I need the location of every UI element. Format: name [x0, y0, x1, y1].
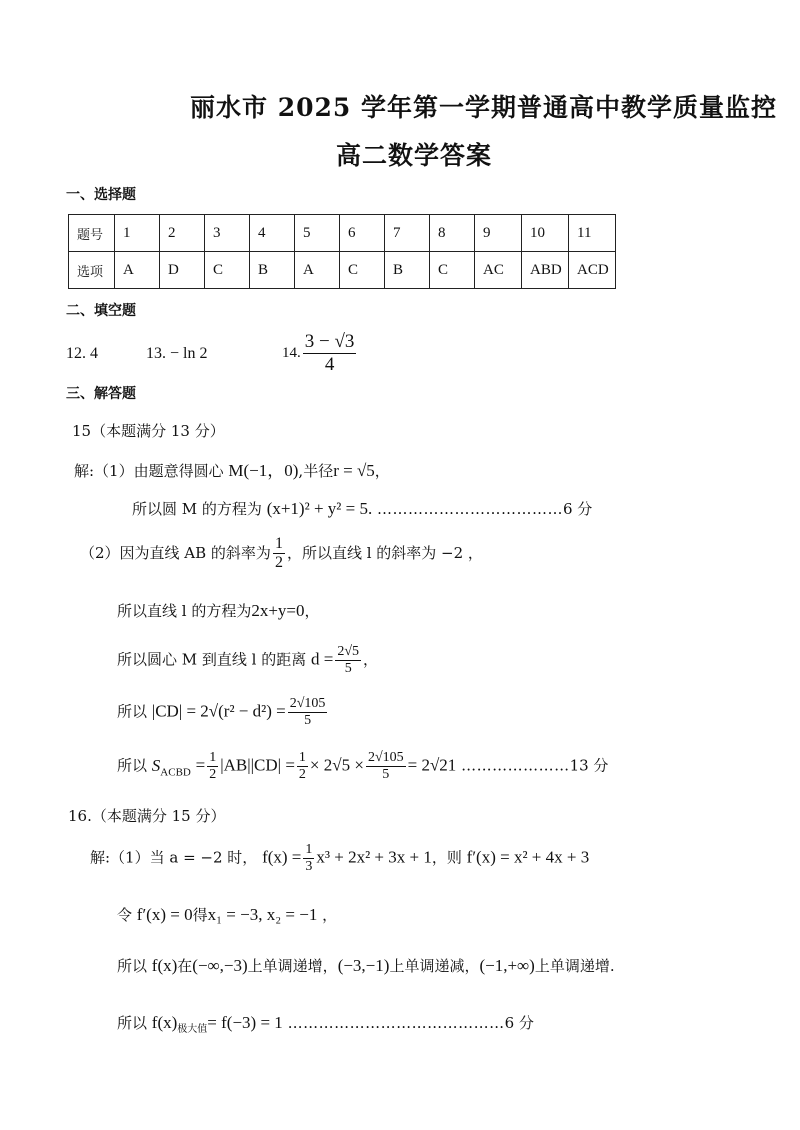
table-cell: 10	[522, 215, 569, 252]
q16-line1-text2: ，则	[431, 848, 462, 867]
q15-line1-math: M(−1，0)	[228, 461, 299, 480]
q15-line3-text2: ，所以直线 l 的斜率为 −2 ，	[286, 543, 483, 562]
table-cell: 2	[160, 215, 205, 252]
answer-table	[68, 214, 616, 289]
table-cell: C	[430, 252, 475, 289]
q15-line7-frac2	[297, 750, 308, 783]
table-cell: 11	[569, 215, 616, 252]
q16-line4	[117, 1012, 534, 1035]
q15-line1-math2: r = √5	[333, 461, 375, 480]
q15-line5-den: 5	[344, 661, 352, 677]
q16-line4-text: 所以	[117, 1014, 148, 1032]
q16-line1-math-b: x³ + 2x² + 3x + 1	[316, 847, 432, 867]
answer-q13: 13. − ln 2	[146, 345, 208, 362]
q15-line4-end: ，	[304, 602, 320, 620]
table-cell: B	[385, 252, 430, 289]
q15-line3	[80, 535, 483, 573]
q16-line4-score: 6 分	[504, 1014, 534, 1032]
q16-line3-math: f(x)	[151, 956, 178, 975]
q15-line7-result: = 2√21	[407, 755, 457, 775]
q15-line7-f3-num: 2√105	[366, 750, 406, 767]
section-fill-label: 二、填空题	[66, 303, 136, 319]
q15-line6	[117, 696, 329, 729]
q15-line1	[74, 456, 390, 481]
q15-line7-f1-den: 2	[209, 767, 217, 783]
q15-header: 15（本题满分 13 分）	[72, 422, 225, 440]
q16-line4-dots: ……………………………………	[287, 1014, 505, 1032]
q15-line7-area-symbol	[151, 755, 191, 778]
q15-line7-sub: ACBD	[160, 765, 191, 778]
q15-line4-math: 2x+y=0	[251, 601, 305, 620]
page-title: 丽水市 2025 学年第一学期普通高中教学质量监控	[190, 93, 777, 122]
q15-line1-text: 解:（1）由题意得圆心	[74, 462, 224, 480]
q15-line7	[117, 750, 608, 783]
q15-line4	[117, 600, 320, 621]
table-header-cell: 题号	[69, 215, 115, 252]
q16-line3-interval3: (−1,+∞)	[479, 956, 535, 975]
q15-line5-math: d =	[311, 649, 334, 669]
q15-line3-text: （2）因为直线 AB 的斜率为	[80, 543, 271, 562]
q16-line1-num: 1	[303, 842, 314, 859]
table-cell: D	[160, 252, 205, 289]
table-cell: 6	[340, 215, 385, 252]
table-cell: 8	[430, 215, 475, 252]
table-cell: C	[205, 252, 250, 289]
q15-line1-text2: ,半径	[298, 462, 334, 480]
q15-line7-f3-den: 5	[382, 767, 390, 783]
answer-q12: 12. 4	[66, 345, 98, 362]
table-cell: C	[340, 252, 385, 289]
q16-line1-fraction	[303, 842, 314, 875]
table-cell: 3	[205, 215, 250, 252]
q15-line6-den: 5	[304, 713, 312, 729]
table-cell: ACD	[569, 252, 616, 289]
q16-line3-text5: 上单调递增.	[534, 957, 615, 975]
q15-line7-frac3	[366, 750, 406, 783]
q16-line3-interval2: (−3,−1)	[337, 956, 390, 975]
q16-line2-text2: 得	[192, 906, 208, 924]
q16-line4-math: f(x)	[151, 1013, 178, 1032]
q16-line3-text3: 上单调递增，	[247, 957, 338, 975]
q16-line4-sub: 极大值	[177, 1024, 208, 1035]
table-cell: B	[250, 252, 295, 289]
q16-line1	[90, 842, 589, 875]
q15-line4-text: 所以直线 l 的方程为	[117, 602, 252, 620]
q15-line5-fraction	[335, 644, 361, 677]
q15-line7-dots: …………………	[461, 756, 570, 775]
q16-line1-text: 解:（1）当 a = −2 时，	[90, 848, 258, 867]
q15-line7-text: 所以	[117, 756, 148, 775]
q16-line2-end: ，	[322, 906, 338, 924]
table-cell: ABD	[522, 252, 569, 289]
q15-line7-f1-num: 1	[207, 750, 218, 767]
q15-line3-fraction	[273, 535, 285, 573]
q14-fraction	[303, 331, 357, 376]
q16-line4-math2: = f(−3) = 1	[207, 1013, 283, 1032]
answer-q14	[282, 331, 358, 376]
table-row-answers	[69, 252, 616, 289]
q16-line3-text: 所以	[117, 957, 148, 975]
q16-header: 16.（本题满分 15 分）	[68, 807, 226, 825]
q15-line2	[132, 498, 592, 519]
q15-line7-s: S	[151, 755, 161, 775]
q14-numerator: 3 − √3	[304, 331, 355, 352]
q15-line5-end: ，	[363, 650, 379, 669]
table-cell: A	[115, 252, 160, 289]
q15-line7-mid: |AB||CD| =	[220, 755, 295, 775]
q15-line7-score: 13 分	[569, 756, 609, 775]
q16-line2-math2: x₁ = −3, x₂ = −1	[207, 905, 318, 924]
q15-line5	[117, 644, 378, 677]
q16-line3	[117, 955, 615, 976]
q15-line2-math: (x+1)² + y² = 5.	[266, 499, 373, 518]
table-cell: AC	[475, 252, 522, 289]
section-solution-label: 三、解答题	[66, 386, 136, 402]
table-cell: A	[295, 252, 340, 289]
q15-line2-score: 6 分	[563, 500, 593, 518]
q15-line6-fraction	[288, 696, 328, 729]
table-cell: 1	[115, 215, 160, 252]
q14-denominator: 4	[324, 353, 335, 375]
q15-line2-dots: ………………………………	[377, 500, 563, 518]
table-cell: 4	[250, 215, 295, 252]
q15-line6-math: |CD| = 2√(r² − d²) =	[151, 701, 286, 721]
q15-line5-num: 2√5	[335, 644, 361, 661]
q15-line7-frac1	[207, 750, 218, 783]
q15-line3-den: 2	[274, 554, 283, 572]
q15-line7-mult: × 2√5 ×	[309, 755, 364, 775]
q15-line1-end: ，	[374, 462, 390, 480]
table-cell: 5	[295, 215, 340, 252]
q15-line2-text: 所以圆 M 的方程为	[132, 500, 262, 518]
q16-line3-text4: 上单调递减，	[389, 957, 480, 975]
q16-line1-math-c: f′(x) = x² + 4x + 3	[466, 847, 590, 867]
q16-line3-interval1: (−∞,−3)	[192, 956, 248, 975]
table-header-cell: 选项	[69, 252, 115, 289]
q15-line5-text: 所以圆心 M 到直线 l 的距离	[117, 650, 307, 669]
q15-line6-num: 2√105	[288, 696, 328, 713]
table-cell: 7	[385, 215, 430, 252]
page-subtitle: 高二数学答案	[336, 141, 493, 170]
q16-line3-text2: 在	[177, 957, 193, 975]
q15-line7-f2-den: 2	[298, 767, 306, 783]
q16-line1-math-a: f(x) =	[262, 847, 302, 867]
section-choice-label: 一、选择题	[66, 187, 136, 203]
q14-label: 14.	[282, 344, 301, 361]
q15-line6-text: 所以	[117, 702, 148, 721]
q15-line7-f2-num: 1	[297, 750, 308, 767]
q16-line2	[117, 904, 337, 925]
q16-line2-math: f′(x) = 0	[136, 905, 193, 924]
q15-line3-num: 1	[273, 535, 285, 554]
table-cell: 9	[475, 215, 522, 252]
q16-line1-den: 3	[305, 859, 313, 875]
q15-line7-eq: =	[195, 755, 206, 775]
q16-line2-text: 令	[117, 906, 133, 924]
table-row-numbers	[69, 215, 616, 252]
